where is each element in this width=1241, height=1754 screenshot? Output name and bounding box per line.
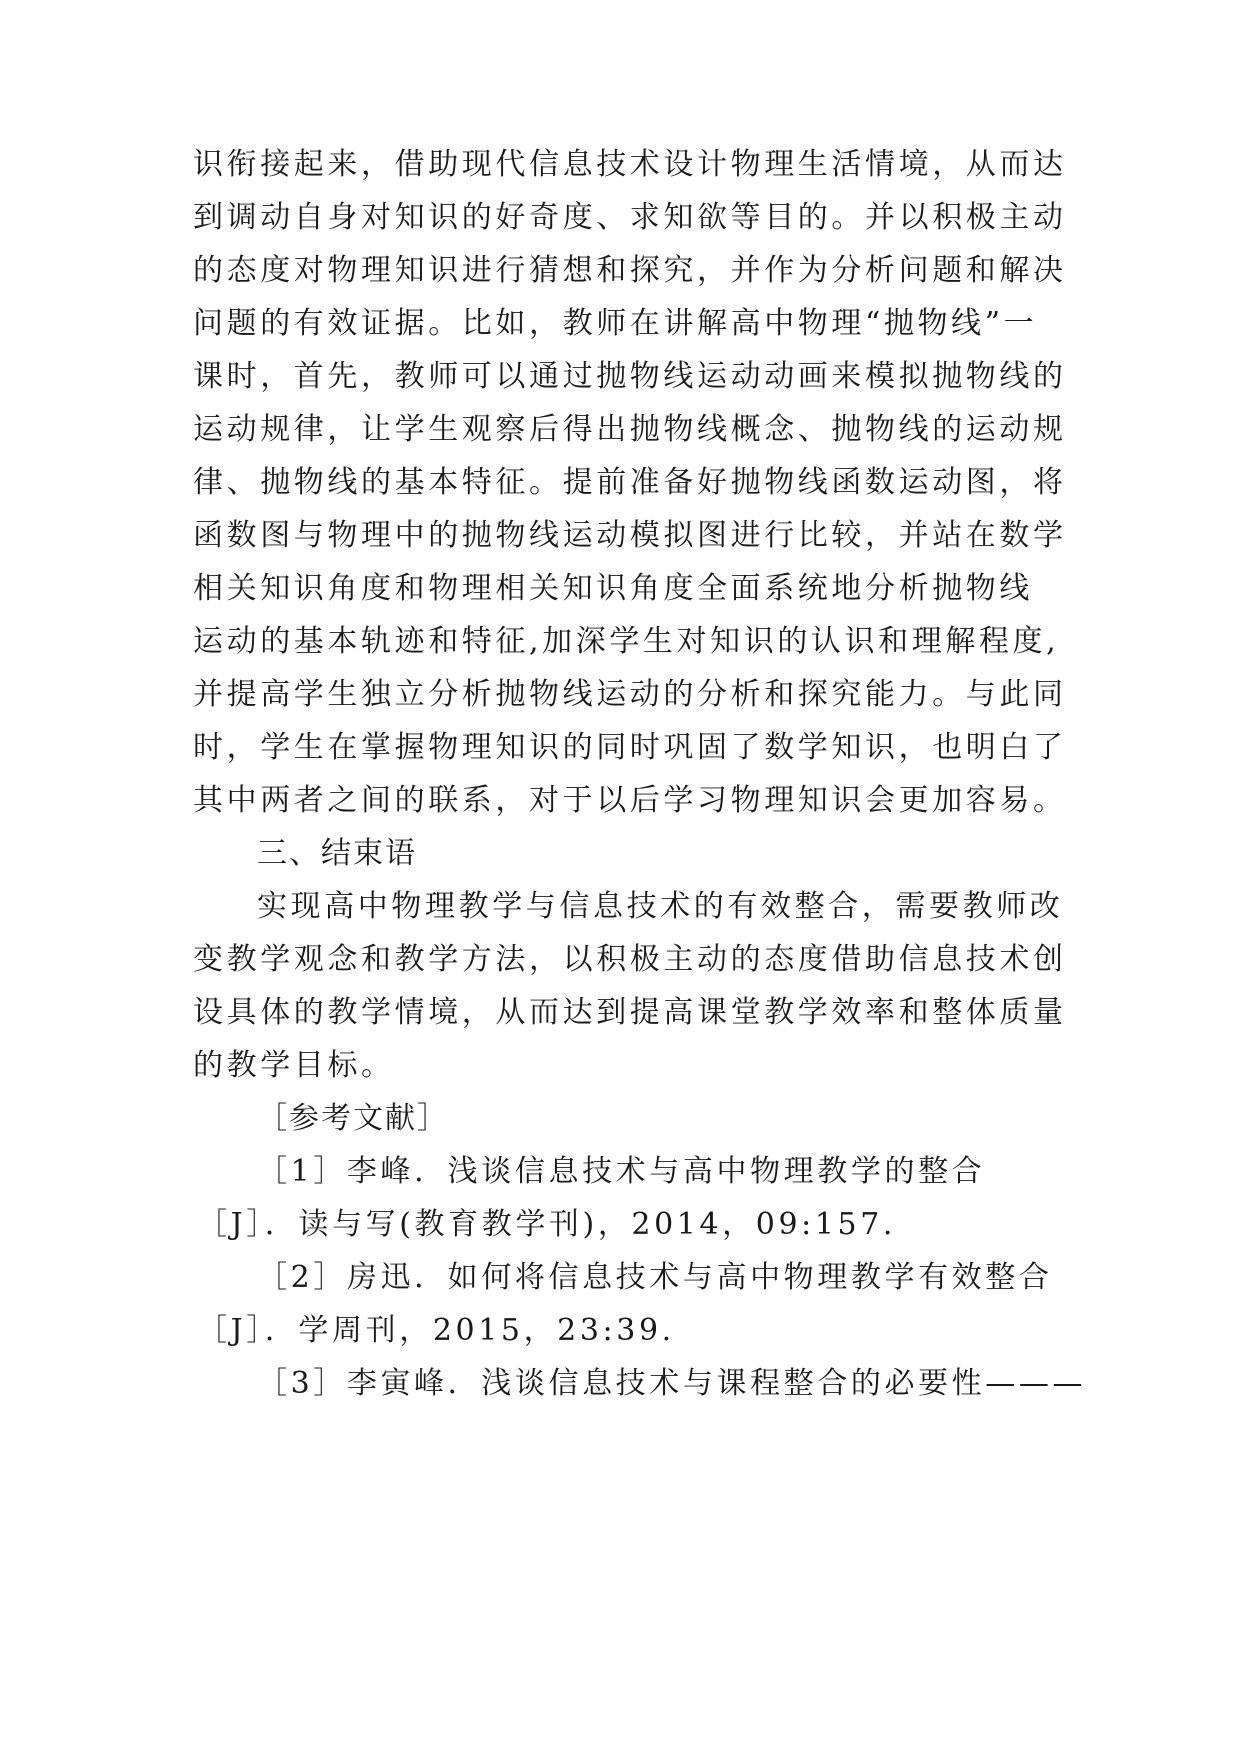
reference-entry: ［1］李峰．浅谈信息技术与高中物理教学的整合 — [257, 1154, 986, 1189]
reference-entry-continuation: ［J］．学周刊，2015，23:39. — [197, 1313, 675, 1348]
body-text-line: 运动规律，让学生观察后得出抛物线概念、抛物线的运动规 — [193, 412, 1067, 447]
body-text-line: 到调动自身对知识的好奇度、求知欲等目的。并以积极主动 — [193, 200, 1067, 235]
reference-entry-continuation: ［J］．读与写(教育教学刊)，2014，09:157. — [197, 1207, 897, 1242]
body-text-line: 运动的基本轨迹和特征,加深学生对知识的认识和理解程度, — [193, 624, 1060, 659]
body-text-line: 的态度对物理知识进行猜想和探究，并作为分析问题和解决 — [193, 253, 1067, 288]
body-text-line: 律、抛物线的基本特征。提前准备好抛物线函数运动图，将 — [193, 465, 1067, 500]
reference-entry: ［2］房迅．如何将信息技术与高中物理教学有效整合 — [257, 1260, 1053, 1295]
references-heading: ［参考文献］ — [257, 1101, 449, 1136]
reference-entry: ［3］李寅峰．浅谈信息技术与课程整合的必要性——— — [257, 1366, 1087, 1401]
conclusion-text-line: 变教学观念和教学方法，以积极主动的态度借助信息技术创 — [193, 942, 1067, 977]
body-text-line: 问题的有效证据。比如，教师在讲解高中物理“抛物线”一 — [193, 306, 1038, 341]
body-text-line: 其中两者之间的联系，对于以后学习物理知识会更加容易。 — [193, 783, 1067, 818]
body-text-line: 相关知识角度和物理相关知识角度全面系统地分析抛物线 — [193, 571, 1033, 606]
conclusion-text-line: 设具体的教学情境，从而达到提高课堂教学效率和整体质量 — [193, 995, 1067, 1030]
body-text-line: 时，学生在掌握物理知识的同时巩固了数学知识，也明白了 — [193, 730, 1067, 765]
conclusion-text-line: 的教学目标。 — [193, 1048, 395, 1083]
body-text-line: 识衔接起来，借助现代信息技术设计物理生活情境，从而达 — [193, 147, 1067, 182]
body-text-line: 课时，首先，教师可以通过抛物线运动动画来模拟抛物线的 — [193, 359, 1067, 394]
section-heading: 三、结束语 — [257, 836, 417, 871]
body-text-line: 函数图与物理中的抛物线运动模拟图进行比较，并站在数学 — [193, 518, 1067, 553]
conclusion-text-line: 实现高中物理教学与信息技术的有效整合，需要教师改 — [257, 889, 1064, 924]
body-text-line: 并提高学生独立分析抛物线运动的分析和探究能力。与此同 — [193, 677, 1067, 712]
